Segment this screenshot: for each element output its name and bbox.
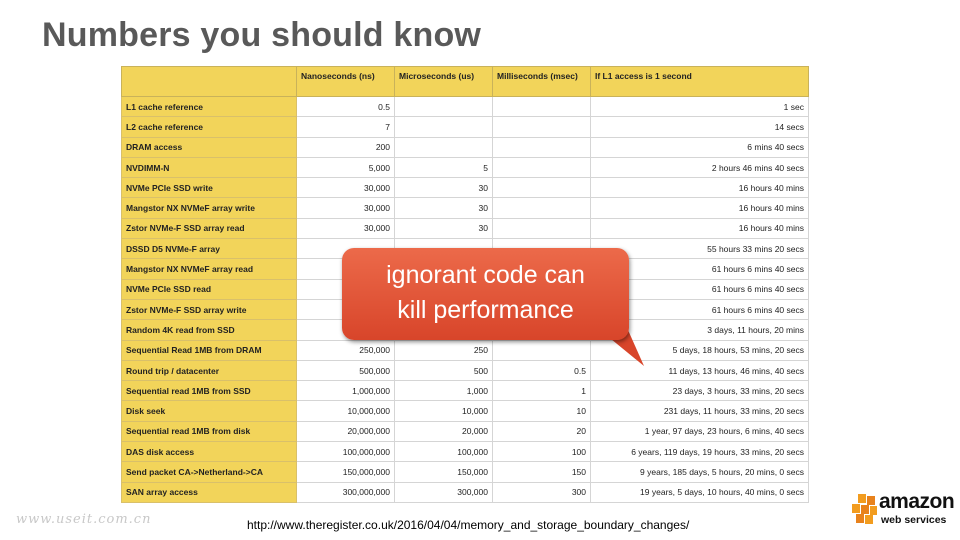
- row-label-cell: DAS disk access: [122, 442, 297, 462]
- value-cell: 19 years, 5 days, 10 hours, 40 mins, 0 secs: [591, 482, 809, 502]
- row-label-cell: DSSD D5 NVMe-F array: [122, 239, 297, 259]
- value-cell: 10: [493, 401, 591, 421]
- value-cell: 2 hours 46 mins 40 secs: [591, 157, 809, 177]
- value-cell: 6 years, 119 days, 19 hours, 33 mins, 20 secs: [591, 442, 809, 462]
- value-cell: 20: [493, 421, 591, 441]
- row-label-cell: Sequential Read 1MB from DRAM: [122, 340, 297, 360]
- value-cell: 250,000: [297, 340, 395, 360]
- row-label-cell: Zstor NVMe-F SSD array write: [122, 299, 297, 319]
- value-cell: 150,000: [395, 462, 493, 482]
- header-cell-nanoseconds: Nanoseconds (ns): [297, 67, 395, 97]
- table-row: [122, 218, 809, 238]
- aws-logo: [850, 490, 955, 530]
- value-cell: 3 days, 11 hours, 20 mins: [591, 320, 809, 340]
- header-cell-milliseconds: Milliseconds (msec): [493, 67, 591, 97]
- value-cell: 100,000: [395, 442, 493, 462]
- value-cell: 300,000,000: [297, 482, 395, 502]
- value-cell: 5,000: [297, 157, 395, 177]
- value-cell: 1,000,000: [297, 381, 395, 401]
- header-cell-blank: [122, 67, 297, 97]
- row-label-cell: DRAM access: [122, 137, 297, 157]
- table-row: [122, 97, 809, 117]
- value-cell: 14 secs: [591, 117, 809, 137]
- table-row: [122, 462, 809, 482]
- row-label-cell: Sequential read 1MB from SSD: [122, 381, 297, 401]
- value-cell: [493, 97, 591, 117]
- row-label-cell: Disk seek: [122, 401, 297, 421]
- watermark-text: www.useit.com.cn: [16, 512, 152, 527]
- value-cell: 1,000: [395, 381, 493, 401]
- aws-cubes-icon: [850, 494, 878, 524]
- value-cell: 30,000: [297, 218, 395, 238]
- row-label-cell: Mangstor NX NVMeF array read: [122, 259, 297, 279]
- value-cell: [395, 117, 493, 137]
- row-label-cell: Round trip / datacenter: [122, 360, 297, 380]
- value-cell: [493, 340, 591, 360]
- table-row: [122, 421, 809, 441]
- value-cell: 0.5: [493, 360, 591, 380]
- value-cell: 61 hours 6 mins 40 secs: [591, 259, 809, 279]
- row-label-cell: NVMe PCIe SSD write: [122, 178, 297, 198]
- value-cell: 300,000: [395, 482, 493, 502]
- table-row: [122, 117, 809, 137]
- value-cell: 9 years, 185 days, 5 hours, 20 mins, 0 secs: [591, 462, 809, 482]
- value-cell: 10,000,000: [297, 401, 395, 421]
- callout-line-1: ignorant code can: [386, 261, 585, 289]
- value-cell: 150,000,000: [297, 462, 395, 482]
- row-label-cell: Random 4K read from SSD: [122, 320, 297, 340]
- value-cell: 0.5: [297, 97, 395, 117]
- row-label-cell: Sequential read 1MB from disk: [122, 421, 297, 441]
- header-cell-microseconds: Microseconds (us): [395, 67, 493, 97]
- value-cell: [493, 178, 591, 198]
- value-cell: 30,000: [297, 198, 395, 218]
- value-cell: 30: [395, 218, 493, 238]
- value-cell: 55 hours 33 mins 20 secs: [591, 239, 809, 259]
- value-cell: 30: [395, 198, 493, 218]
- value-cell: 1 sec: [591, 97, 809, 117]
- callout-bubble: [342, 248, 629, 340]
- row-label-cell: Send packet CA->Netherland->CA: [122, 462, 297, 482]
- value-cell: 100: [493, 442, 591, 462]
- logo-brand-text: amazon: [879, 490, 955, 513]
- table-row: [122, 157, 809, 177]
- row-label-cell: NVMe PCIe SSD read: [122, 279, 297, 299]
- table-row: [122, 482, 809, 502]
- row-label-cell: NVDIMM-N: [122, 157, 297, 177]
- value-cell: 23 days, 3 hours, 33 mins, 20 secs: [591, 381, 809, 401]
- value-cell: 16 hours 40 mins: [591, 218, 809, 238]
- value-cell: 61 hours 6 mins 40 secs: [591, 279, 809, 299]
- table-row: [122, 401, 809, 421]
- value-cell: 500,000: [297, 360, 395, 380]
- value-cell: 20,000: [395, 421, 493, 441]
- value-cell: 61 hours 6 mins 40 secs: [591, 299, 809, 319]
- value-cell: 16 hours 40 mins: [591, 178, 809, 198]
- logo-tagline-text: web services: [881, 514, 947, 526]
- row-label-cell: Mangstor NX NVMeF array write: [122, 198, 297, 218]
- source-url[interactable]: http://www.theregister.co.uk/2016/04/04/memory_and_storage_boundary_changes/: [247, 518, 690, 532]
- row-label-cell: SAN array access: [122, 482, 297, 502]
- value-cell: [493, 218, 591, 238]
- value-cell: 500: [395, 360, 493, 380]
- row-label-cell: Zstor NVMe-F SSD array read: [122, 218, 297, 238]
- value-cell: 11 days, 13 hours, 46 mins, 40 secs: [591, 360, 809, 380]
- value-cell: 5: [395, 157, 493, 177]
- table-row: [122, 381, 809, 401]
- value-cell: 200: [297, 137, 395, 157]
- value-cell: 30,000: [297, 178, 395, 198]
- row-label-cell: L2 cache reference: [122, 117, 297, 137]
- value-cell: 300: [493, 482, 591, 502]
- slide-title: Numbers you should know: [42, 16, 482, 54]
- value-cell: 250: [395, 340, 493, 360]
- value-cell: 231 days, 11 hours, 33 mins, 20 secs: [591, 401, 809, 421]
- table-header-row: [122, 67, 809, 97]
- table-row: [122, 340, 809, 360]
- table-row: [122, 442, 809, 462]
- value-cell: 1: [493, 381, 591, 401]
- value-cell: 6 mins 40 secs: [591, 137, 809, 157]
- value-cell: 16 hours 40 mins: [591, 198, 809, 218]
- value-cell: 10,000: [395, 401, 493, 421]
- value-cell: 5 days, 18 hours, 53 mins, 20 secs: [591, 340, 809, 360]
- value-cell: [395, 137, 493, 157]
- value-cell: 30: [395, 178, 493, 198]
- value-cell: [493, 157, 591, 177]
- value-cell: 150: [493, 462, 591, 482]
- header-cell-l1-scaled: If L1 access is 1 second: [591, 67, 809, 97]
- row-label-cell: L1 cache reference: [122, 97, 297, 117]
- table-row: [122, 198, 809, 218]
- value-cell: [493, 137, 591, 157]
- value-cell: [493, 117, 591, 137]
- table-row: [122, 360, 809, 380]
- callout-line-2: kill performance: [397, 296, 574, 324]
- table-row: [122, 178, 809, 198]
- value-cell: 20,000,000: [297, 421, 395, 441]
- table-row: [122, 137, 809, 157]
- value-cell: 7: [297, 117, 395, 137]
- value-cell: [395, 97, 493, 117]
- value-cell: [493, 198, 591, 218]
- value-cell: 100,000,000: [297, 442, 395, 462]
- value-cell: 1 year, 97 days, 23 hours, 6 mins, 40 secs: [591, 421, 809, 441]
